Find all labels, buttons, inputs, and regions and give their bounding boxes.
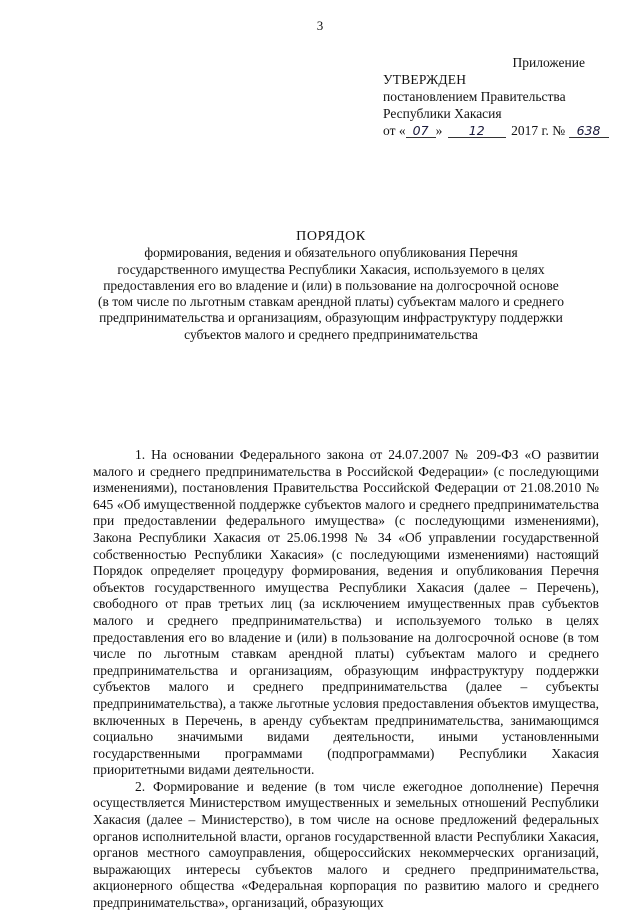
approval-date-line [383, 122, 623, 139]
date-prefix: от « [383, 123, 406, 138]
approved-label: УТВЕРЖДЕН [383, 72, 467, 87]
document-title: ПОРЯДОК [296, 229, 366, 244]
approval-block [383, 54, 623, 139]
handwritten-number: 638 [569, 124, 609, 138]
handwritten-day: 07 [406, 124, 436, 138]
paragraph-2: 2. Формирование и ведение (в том числе ежегодное дополнение) Перечня осуществляется Министерством имущественных и земельных отношений Республики Хакасия (далее – Министерство), в том числе на основе предложений федеральных органов исполнительной власти, органов государственной власти Республики Хакасия, органов местного самоуправления, общероссийских некоммерческих организаций, выражающих интересы субъектов малого и среднего предпринимательства, акционерного общества «Федеральная корпорация по развитию малого и среднего предпринимательства», организаций, образующих [93, 778, 599, 911]
appendix-label: Приложение [512, 55, 585, 70]
title-line-1: формирования, ведения и обязательного опубликования Перечня [144, 245, 518, 261]
title-line-5: предпринимательства и организациям, образующим инфраструктуру поддержки [99, 310, 563, 326]
title-line-6: субъектов малого и среднего предпринимательства [184, 326, 478, 342]
document-body [93, 447, 599, 912]
date-year: 2017 г. № [511, 123, 566, 138]
title-line-3: предоставления его во владение и (или) в пользование на долгосрочной основе [103, 277, 559, 293]
page-number: 3 [316, 18, 324, 33]
approval-line-2: Республики Хакасия [383, 106, 502, 121]
paragraph-1: 1. На основании Федерального закона от 24.07.2007 № 209-ФЗ «О развитии малого и среднего предпринимательства в Российской Федерации» (с последующими изменениями), постановления Правительства Российской Федерации от 21.08.2010 № 645 «Об имущественной поддержке субъектов малого и среднего предпринимательства при предоставлении федерального имущества» (с последующими изменениями), Закона Республики Хакасия от 25.06.1998 № 34 «Об управлении государственной собственностью Республики Хакасия» (с последующими изменениями) настоящий Порядок определяет процедуру формирования, ведения и опубликования Перечня объектов государственного имущества Республики Хакасия (далее – Перечень), свободного от прав третьих лиц (за исключением имущественных прав субъектов малого и среднего предпринимательства) и используемого только в целях предоставления его во владение и (или) в пользование на долгосрочной основе (в том числе по льготным ставкам арендной платы) субъектам малого и среднего предпринимательства и организациям, образующим инфраструктуру поддержки субъектов малого и среднего предпринимательства (далее – субъекты предпринимательства), а также льготные условия предоставления объектов имущества, включенных в Перечень, в аренду субъектам предпринимательства, занимающимся социально значимыми видами деятельности, иными установленными государственными программами (подпрограммами) Республики Хакасия приоритетными видами деятельности. [93, 447, 599, 778]
date-mid: » [435, 123, 443, 138]
approval-line-1: постановлением Правительства [383, 89, 566, 104]
handwritten-month: 12 [448, 124, 506, 138]
title-line-2: государственного имущества Республики Хакасия, используемого в целях [117, 261, 545, 277]
document-title-block [96, 229, 566, 343]
title-line-4: (в том числе по льготным ставкам арендной платы) субъектам малого и среднего [98, 294, 564, 310]
